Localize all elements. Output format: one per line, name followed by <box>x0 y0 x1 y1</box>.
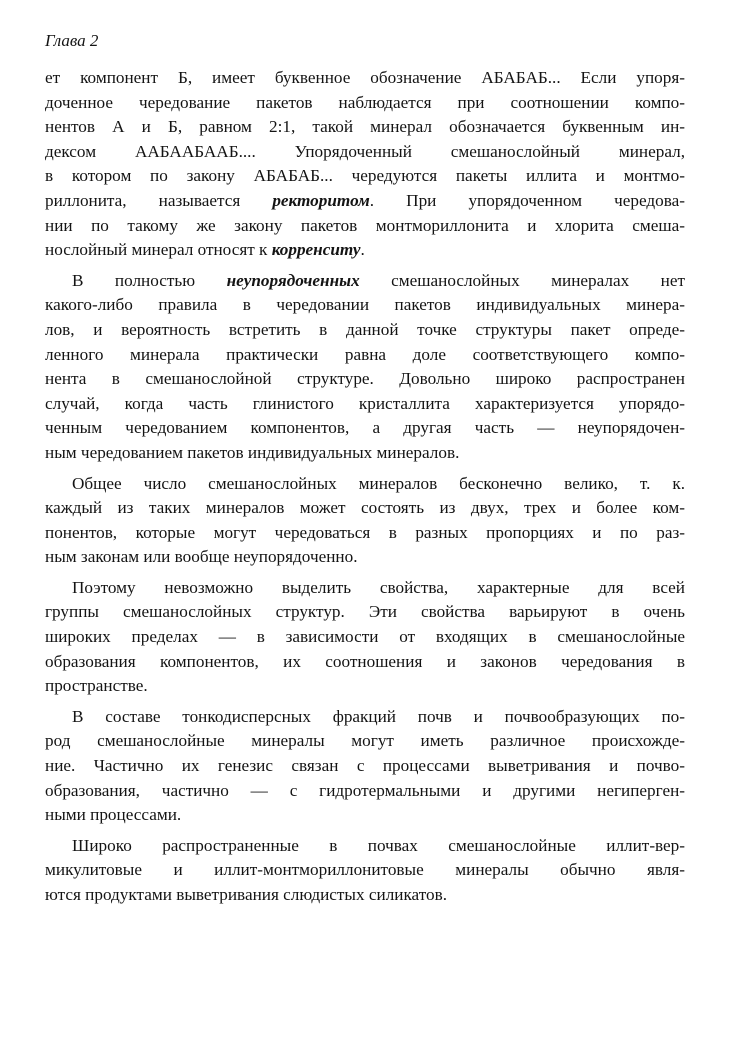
text-line: нослойный минерал относят к корренситу. <box>45 240 365 260</box>
text-line: образования, частично — с гидротермальными и другими негиперген- <box>45 780 685 800</box>
paragraph <box>45 834 685 908</box>
text-line: случай, когда часть глинистого кристаллита характеризуется упорядо- <box>45 393 685 413</box>
text-line: лов, и вероятность встретить в данной точке структуры пакет опреде- <box>45 319 685 339</box>
body-text <box>45 66 685 908</box>
text-line: понентов, которые могут чередоваться в разных пропорциях и по раз- <box>45 522 685 542</box>
text-line: нента в смешанослойной структуре. Довольно широко распространен <box>45 369 685 389</box>
paragraph <box>45 705 685 828</box>
text-line: каждый из таких минералов может состоять из двух, трех и более ком- <box>45 498 685 518</box>
emphasized-term: корренситу <box>271 240 361 260</box>
text-line: широких пределах — в зависимости от входящих в смешанослойные <box>45 627 685 647</box>
text-line: ются продуктами выветривания слюдистых силикатов. <box>45 885 448 904</box>
text-line: в котором по закону АБАБАБ... чередуются пакеты иллита и монтмо- <box>45 166 685 186</box>
paragraph <box>45 269 685 466</box>
text-line: ным чередованием пакетов индивидуальных минералов. <box>45 442 460 462</box>
text-line: микулитовые и иллит-монтмориллонитовые минералы обычно явля- <box>45 860 685 880</box>
text-line: риллонита, называется ректоритом. При упорядоченном чередова- <box>45 190 685 210</box>
text-line: В полностью неупорядоченных смешанослойных минералах нет <box>72 270 685 290</box>
text-line: род смешанослойные минералы могут иметь различное происхожде- <box>45 731 685 751</box>
text-line: пространстве. <box>45 676 148 696</box>
text-line: группы смешанослойных структур. Эти свойства варьируют в очень <box>45 602 685 622</box>
text-line: В составе тонкодисперсных фракций почв и почвообразующих по- <box>72 706 685 726</box>
text-line: ние. Частично их генезис связан с процессами выветривания и почво- <box>45 756 685 776</box>
text-line: Поэтому невозможно выделить свойства, характерные для всей <box>72 577 685 597</box>
text-line: ным законам или вообще неупорядоченно. <box>45 547 358 567</box>
text-line: Общее число смешанослойных минералов бесконечно велико, т. к. <box>72 473 685 493</box>
running-head: Глава 2 <box>45 31 99 50</box>
emphasized-term: неупорядоченных <box>226 270 360 290</box>
text-line: Широко распространенные в почвах смешанослойные иллит-вер- <box>72 835 685 855</box>
text-line: нентов А и Б, равном 2:1, такой минерал обозначается буквенным ин- <box>45 117 685 137</box>
text-line: нии по такому же закону пакетов монтмориллонита и хлорита смеша- <box>45 215 685 235</box>
text-line: дексом ААБААБААБ.... Упорядоченный смешанослойный минерал, <box>45 141 685 161</box>
paragraph <box>45 576 685 699</box>
emphasized-term: ректоритом <box>272 190 370 210</box>
text-line: ченным чередованием компонентов, а другая часть — неупорядочен- <box>45 418 685 438</box>
text-line: образования компонентов, их соотношения и законов чередования в <box>45 651 685 671</box>
text-line: ет компонент Б, имеет буквенное обозначение АБАБАБ... Если упоря- <box>45 68 685 87</box>
text-line: какого-либо правила в чередовании пакетов индивидуальных минера- <box>45 295 685 315</box>
text-line: ленного минерала практически равна доле соответствующего компо- <box>45 344 685 364</box>
paragraph <box>45 66 685 263</box>
text-line: доченное чередование пакетов наблюдается при соотношении компо- <box>45 92 685 112</box>
text-line: ными процессами. <box>45 805 182 825</box>
paragraph <box>45 472 685 570</box>
